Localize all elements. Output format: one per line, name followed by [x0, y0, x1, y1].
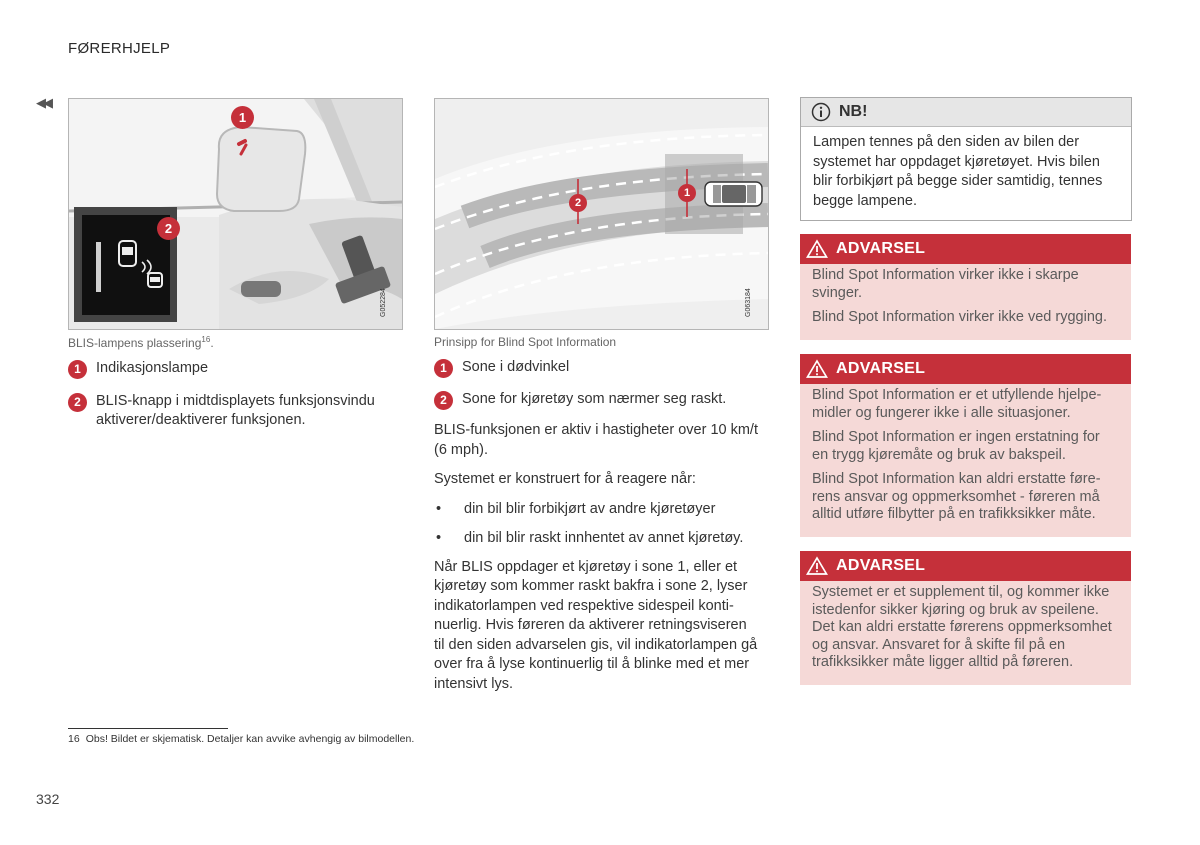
footnote-number: 16	[68, 733, 80, 745]
warning-text: Blind Spot Information kan aldri erstatte førerens ansvar og oppmerksomhet - føreren må alltid utføre filbytter på en trafikksikker måte.	[812, 471, 1101, 522]
footnote-divider	[68, 728, 228, 729]
warning-header	[800, 354, 1131, 384]
bullet-item: • din bil blir forbikjørt av andre kjøretøyer	[436, 500, 716, 517]
item-text: Sone for kjøretøy som nærmer seg raskt.	[462, 391, 727, 407]
figure1-item-2	[68, 392, 398, 430]
warning-box-1	[800, 234, 1131, 340]
warning-box-3	[800, 551, 1131, 685]
bullet-item: • din bil blir raskt innhentet av annet kjøretøy.	[436, 529, 744, 546]
figure-code: G052284	[380, 288, 387, 317]
footnote-ref[interactable]: 16	[201, 335, 211, 344]
nb-title: NB!	[839, 103, 868, 120]
car-interior-illustration	[69, 99, 402, 329]
bullet-dot: •	[436, 500, 442, 517]
nb-note-box	[800, 97, 1132, 221]
warning-text: Blind Spot Information virker ikke ved rygging.	[812, 309, 1107, 325]
warning-body	[800, 384, 1131, 537]
figure1-caption: BLIS-lampens plassering$^{16}$.	[68, 335, 214, 350]
item-text: Indikasjonslampe	[96, 360, 209, 376]
figure2-item-1	[434, 358, 764, 378]
figure1-callout-1: 1	[231, 106, 254, 129]
warning-title: ADVARSEL	[836, 240, 926, 257]
figure2-callout-2: 2	[569, 194, 587, 212]
road-zones-illustration	[435, 99, 768, 329]
figure1-callout-2: 2	[157, 217, 180, 240]
warning-title: ADVARSEL	[836, 360, 926, 377]
warning-triangle-icon	[806, 359, 828, 379]
warning-body	[800, 581, 1131, 685]
nb-text: Lampen tennes på den siden av bilen der systemet har oppdaget kjøretøyet. Hvis bilen blir forbikjørt på begge sider samtidig, tennes begge lampene.	[813, 134, 1103, 209]
warning-text: Blind Spot Information er ingen erstatning for en trygg kjøremåte og bruk av bakspeil.	[812, 429, 1100, 463]
paragraph-active-speed: BLIS-funksjonen er aktiv i hastigheter over 10 km/t (6 mph).	[434, 422, 758, 458]
item-text: BLIS-knapp i midtdisplayets funksjonsvindu aktiverer/deaktiverer funksjonen.	[96, 393, 375, 428]
figure-blis-principle	[434, 98, 769, 330]
warning-text: Blind Spot Information er et utfyllende hjelpemidler og fungerer ikke i alle situasjoner.	[812, 387, 1102, 421]
figure2-item-2	[434, 390, 764, 410]
warning-text: Systemet er et supplement til, og kommer ikke istedenfor sikker kjøring og bruk av speilene. Det kan aldri erstatte førerens oppmerksomhet og ansvar. Ansvaret for å skifte fil på en trafikksikker måte ligger alltid på føreren.	[812, 584, 1112, 670]
figure-code: G063184	[745, 288, 752, 317]
warning-triangle-icon	[806, 556, 828, 576]
figure1-item-1	[68, 359, 398, 379]
warning-header	[800, 551, 1131, 581]
paragraph-reacts-when: Systemet er konstruert for å reagere når:	[434, 471, 696, 487]
number-badge: 1	[434, 359, 453, 378]
number-badge: 2	[434, 391, 453, 410]
figure2-caption: Prinsipp for Blind Spot Information	[434, 335, 617, 349]
body-text	[434, 421, 760, 704]
warning-box-2	[800, 354, 1131, 537]
paragraph-indicator-behaviour: Når BLIS oppdager et kjøretøy i sone 1, eller et kjøretøy som kommer raskt bakfra i sone 2, lyser indikatorlampen ved respektive sidespeil kontinuerlig. Hvis føreren da aktiverer retningsviseren til den siden advarselen gis, vil indikatorlampen gå over fra å lyse kontinuerlig til å blinke med et mer intensivt lys.	[434, 558, 758, 692]
figure-blis-lamp-location	[68, 98, 403, 330]
warning-text: Blind Spot Information virker ikke i skarpe svinger.	[812, 267, 1079, 301]
previous-page-icon[interactable]: ◀◀	[36, 95, 50, 110]
item-text: Sone i dødvinkel	[462, 359, 570, 375]
section-header: FØRERHJELP	[68, 40, 171, 57]
number-badge: 2	[68, 393, 87, 412]
warning-body	[800, 264, 1131, 340]
footnote-text: Obs! Bildet er skjematisk. Detaljer kan avvike avhengig av bilmodellen.	[85, 733, 415, 745]
page-number: 332	[36, 791, 60, 807]
warning-triangle-icon	[806, 239, 828, 259]
bullet-dot: •	[436, 529, 442, 546]
number-badge: 1	[68, 360, 87, 379]
nb-header	[801, 98, 1131, 127]
warning-header	[800, 234, 1131, 264]
figure2-callout-1: 1	[678, 184, 696, 202]
info-icon	[811, 102, 831, 122]
warning-title: ADVARSEL	[836, 557, 926, 574]
footnote	[68, 733, 414, 745]
